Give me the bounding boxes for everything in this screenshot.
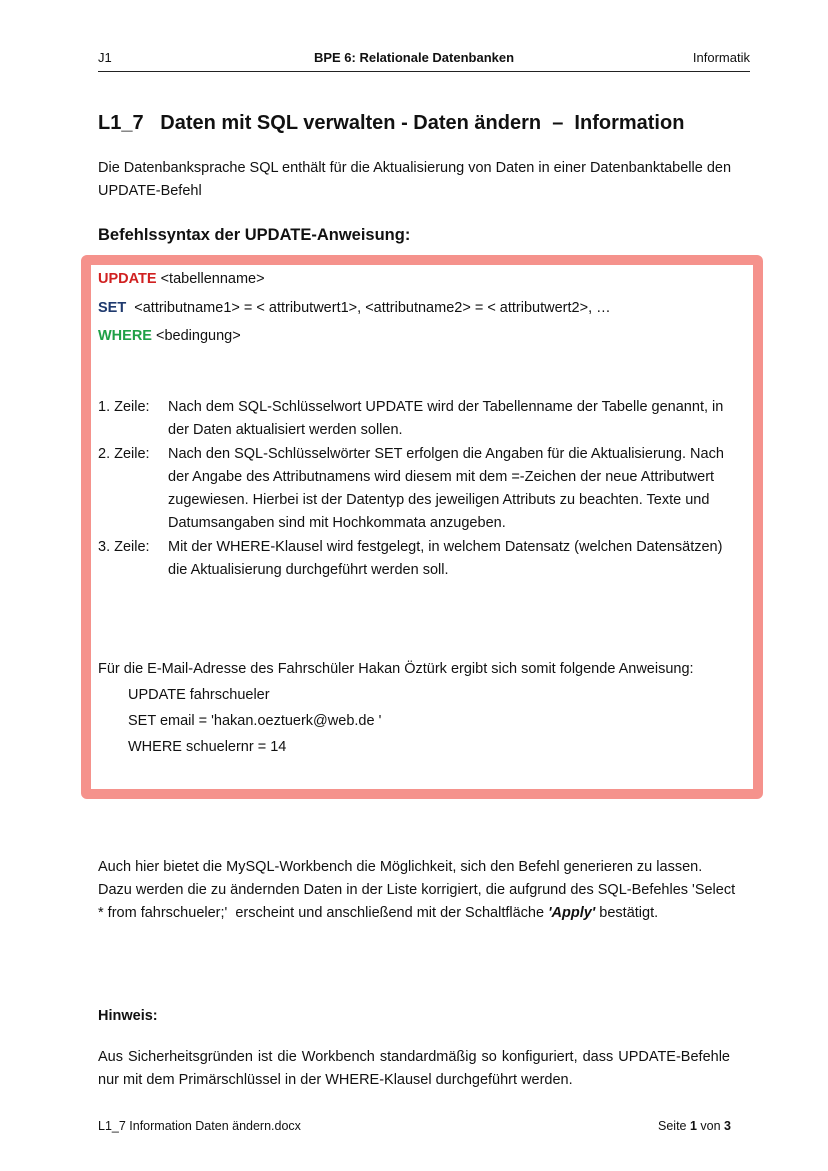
intro-text: Die Datenbanksprache SQL enthält für die Aktualisierung von Daten in einer Datenbanktabelle den UPDATE-Befehl xyxy=(98,160,732,199)
syntax-line-1-rest: <tabellenname> xyxy=(156,271,265,287)
footer-filename: L1_7 Information Daten ändern.docx xyxy=(98,1119,301,1133)
syntax-line-3 xyxy=(98,328,241,344)
keyword-where: WHERE xyxy=(98,328,152,344)
keyword-update: UPDATE xyxy=(98,271,157,287)
example-code-line: WHERE schuelernr = 14 xyxy=(128,739,287,755)
header-rule xyxy=(98,71,750,72)
hint-heading: Hinweis: xyxy=(98,1008,158,1024)
page-title: L1_7 Daten mit SQL verwalten - Daten ändern – Information xyxy=(98,112,685,134)
explanation-label: 3. Zeile: xyxy=(98,538,150,555)
explanation-list xyxy=(98,396,738,582)
example-code-line: SET email = 'hakan.oeztuerk@web.de ' xyxy=(128,713,382,729)
explanation-text: Nach den SQL-Schlüsselwörter SET erfolgen die Angaben für die Aktualisierung. Nach der Angabe des Attributnamens wird diesem mit dem =-Zeichen der neue Attributwert zugewiesen. Hierbei ist der Datentyp des jeweiligen Attributs zu beachten. Texte und Datumsangaben sind mit Hochkommata anzugeben. xyxy=(168,445,724,532)
syntax-line-1 xyxy=(98,271,265,287)
example-intro: Für die E-Mail-Adresse des Fahrschüler Hakan Öztürk ergibt sich somit folgende Anweisung: xyxy=(98,661,694,677)
keyword-set: SET xyxy=(98,300,127,316)
header-left: J1 xyxy=(98,50,112,65)
page-mid: von xyxy=(696,1119,725,1133)
explanation-row xyxy=(98,536,738,583)
page-prefix: Seite xyxy=(658,1119,690,1133)
explanation-label: 1. Zeile: xyxy=(98,399,150,415)
example-code-line: UPDATE fahrschueler xyxy=(128,687,270,703)
syntax-line-3-rest: <bedingung> xyxy=(151,328,241,344)
explanation-row xyxy=(98,396,738,443)
apply-emphasis: 'Apply' xyxy=(548,905,596,921)
header-right: Informatik xyxy=(692,50,750,65)
current-page: 1 xyxy=(689,1119,697,1133)
explanation-label: 2. Zeile: xyxy=(98,445,150,462)
total-pages: 3 xyxy=(724,1119,731,1133)
paragraph-end: bestätigt. xyxy=(595,905,659,921)
footer-page-number xyxy=(658,1119,731,1133)
example-block xyxy=(98,656,738,760)
hint-text: Aus Sicherheitsgründen ist die Workbench standardmäßig so konfiguriert, dass UPDATE-Befehle nur mit dem Primärschlüssel in der WHERE-Klausel durchgeführt werden. xyxy=(98,1049,730,1088)
syntax-line-2 xyxy=(98,300,611,316)
paragraph-text: Auch hier bietet die MySQL-Workbench die Möglichkeit, sich den Befehl generieren zu lassen. Dazu werden die zu ändernden Daten in der Liste korrigiert, die aufgrund des SQL-Befehles 'Select * from fahrschueler;' erscheint und anschließend mit der Schaltfläche xyxy=(98,859,740,921)
explanation-row xyxy=(98,443,738,536)
explanation-text: Nach dem SQL-Schlüsselwort UPDATE wird der Tabellenname der Tabelle genannt, in der Daten aktualisiert werden sollen. xyxy=(168,399,724,439)
header-center: BPE 6: Relationale Datenbanken xyxy=(313,50,515,65)
syntax-line-2-rest: <attributname1> = < attributwert1>, <attributname2> = < attributwert2>, … xyxy=(126,300,611,316)
workbench-paragraph xyxy=(98,856,738,925)
section-heading: Befehlssyntax der UPDATE-Anweisung: xyxy=(98,226,411,244)
explanation-text: Mit der WHERE-Klausel wird festgelegt, in welchem Datensatz (welchen Datensätzen) die Aktualisierung durchgeführt werden soll. xyxy=(168,538,723,579)
